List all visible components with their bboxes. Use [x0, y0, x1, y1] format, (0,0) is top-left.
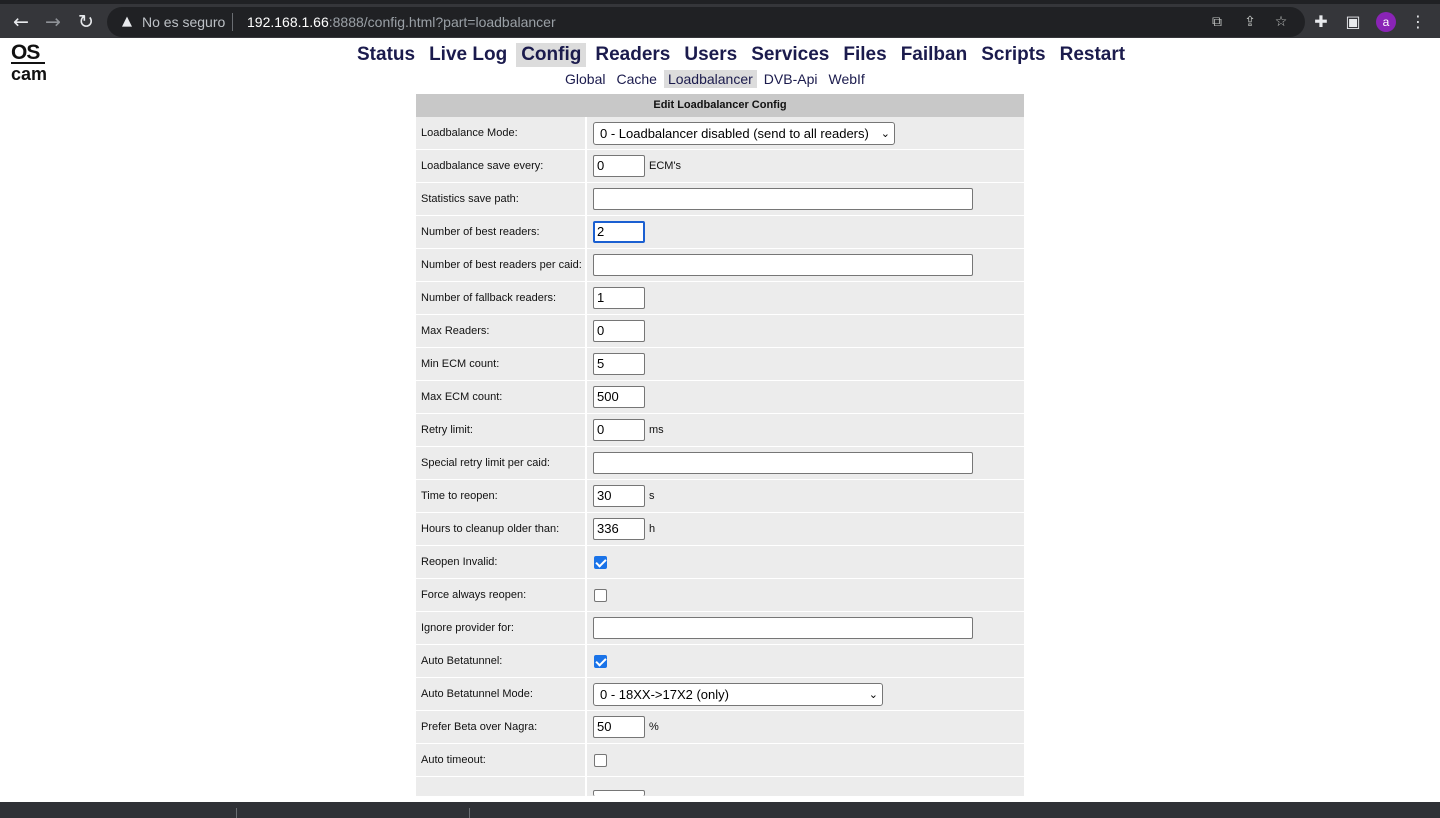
field-label: Loadbalance save every:	[416, 150, 587, 182]
field-value-cell	[589, 645, 1024, 677]
field-value-cell	[589, 612, 1024, 644]
field-label: Time to reopen:	[416, 480, 587, 512]
config-row-special-retry-limit-per-caid	[416, 447, 1024, 480]
main-menu-scripts[interactable]: Scripts	[981, 44, 1046, 65]
field-label: Ignore provider for:	[416, 612, 587, 644]
ignore-provider-for-input[interactable]	[593, 617, 973, 639]
number-of-best-readers-input[interactable]: 2	[593, 221, 645, 243]
field-value-cell	[589, 183, 1024, 215]
loadbalance-save-every-input[interactable]: 0	[593, 155, 645, 177]
unit-label: %	[649, 721, 659, 733]
sub-menu-loadbalancer[interactable]: Loadbalancer	[664, 70, 757, 88]
config-row-force-always-reopen	[416, 579, 1024, 612]
back-arrow-icon[interactable]: ←	[13, 11, 29, 33]
field-value-cell	[589, 711, 1024, 743]
field-label: Max ECM count:	[416, 381, 587, 413]
oscam-logo[interactable]	[11, 41, 49, 84]
security-status[interactable]: No es seguro	[142, 14, 226, 30]
field-label: Max Readers:	[416, 315, 587, 347]
number-of-best-readers-per-caid-input[interactable]	[593, 254, 973, 276]
loadbalancer-config-form	[416, 94, 1024, 797]
field-label: Number of fallback readers:	[416, 282, 587, 314]
main-menu-live-log[interactable]: Live Log	[429, 44, 508, 65]
main-menu-users[interactable]: Users	[684, 44, 738, 65]
config-row-prefer-beta-over-nagra	[416, 711, 1024, 744]
field-label: Number of best readers:	[416, 216, 587, 248]
field-label: Prefer Beta over Nagra:	[416, 711, 587, 743]
taskbar-divider	[469, 808, 470, 818]
force-always-reopen-checkbox[interactable]	[594, 589, 607, 602]
field-value-cell	[589, 414, 1024, 446]
field-value-cell	[589, 546, 1024, 578]
profile-avatar[interactable]: a	[1376, 12, 1396, 32]
auto-betatunnel-mode-select[interactable]	[593, 683, 883, 706]
chevron-down-icon: ⌄	[868, 687, 878, 701]
field-value-cell	[589, 381, 1024, 413]
special-retry-limit-per-caid-input[interactable]	[593, 452, 973, 474]
browser-toolbar	[0, 0, 1440, 38]
prefer-beta-over-nagra-input[interactable]: 50	[593, 716, 645, 738]
field-value-cell	[589, 150, 1024, 182]
url-text[interactable]	[247, 14, 556, 30]
field-value-cell	[589, 117, 1024, 149]
field-label: Reopen Invalid:	[416, 546, 587, 578]
field-value-cell	[589, 480, 1024, 512]
main-menu	[352, 43, 1134, 67]
menu-icon[interactable]: ⋮	[1410, 12, 1426, 31]
field-value-cell	[589, 249, 1024, 281]
field-label	[416, 777, 587, 796]
field-value-cell	[589, 513, 1024, 545]
reload-icon[interactable]: ↻	[78, 11, 94, 33]
config-row-loadbalance-save-every	[416, 150, 1024, 183]
retry-limit-input[interactable]: 0	[593, 419, 645, 441]
number-of-fallback-readers-input[interactable]: 1	[593, 287, 645, 309]
sub-menu-global[interactable]: Global	[565, 71, 606, 87]
sub-menu-cache[interactable]: Cache	[616, 71, 657, 87]
config-row-number-of-best-readers-per-caid	[416, 249, 1024, 282]
config-row-retry-limit	[416, 414, 1024, 447]
field-value-cell	[589, 447, 1024, 479]
min-ecm-count-input[interactable]: 5	[593, 353, 645, 375]
bookmark-star-icon[interactable]: ☆	[1274, 14, 1288, 30]
field-value-cell	[589, 579, 1024, 611]
field-label: Special retry limit per caid:	[416, 447, 587, 479]
select-value: 0 - Loadbalancer disabled (send to all readers)	[600, 125, 869, 141]
config-row-number-of-fallback-readers	[416, 282, 1024, 315]
field-label: Auto Betatunnel Mode:	[416, 678, 587, 710]
url-host: 192.168.1.66	[247, 14, 329, 30]
field-label: Loadbalance Mode:	[416, 117, 587, 149]
field-value-cell	[589, 348, 1024, 380]
field-label: Number of best readers per caid:	[416, 249, 587, 281]
unit-label: s	[649, 490, 655, 502]
main-menu-status[interactable]: Status	[357, 44, 416, 65]
field-label: Force always reopen:	[416, 579, 587, 611]
address-bar[interactable]	[107, 7, 1305, 37]
field-value-cell	[589, 315, 1024, 347]
time-to-reopen-input[interactable]: 30	[593, 485, 645, 507]
max-readers-input[interactable]: 0	[593, 320, 645, 342]
address-divider	[232, 13, 233, 31]
loadbalance-mode-select[interactable]	[593, 122, 895, 145]
extensions-icon[interactable]: ✚	[1314, 12, 1328, 31]
config-row-time-to-reopen	[416, 480, 1024, 513]
auto-timeout-checkbox[interactable]	[594, 754, 607, 767]
field-label: Statistics save path:	[416, 183, 587, 215]
field-label: Hours to cleanup older than:	[416, 513, 587, 545]
main-menu-failban[interactable]: Failban	[900, 44, 968, 65]
main-menu-files[interactable]: Files	[843, 44, 887, 65]
field-value-cell	[589, 678, 1024, 710]
select-value: 0 - 18XX->17X2 (only)	[600, 686, 729, 702]
field-value-cell	[589, 282, 1024, 314]
chevron-down-icon: ⌄	[880, 126, 890, 140]
config-row-statistics-save-path	[416, 183, 1024, 216]
config-sub-menu	[561, 70, 872, 88]
translate-icon[interactable]: ⧉	[1212, 14, 1222, 30]
forward-arrow-icon[interactable]: →	[45, 11, 61, 33]
os-taskbar	[0, 802, 1440, 818]
logo-line-2: cam	[11, 64, 48, 84]
sub-menu-webif[interactable]: WebIf	[828, 71, 865, 87]
unit-label: ECM's	[649, 160, 682, 172]
share-icon[interactable]: ⇪	[1244, 14, 1256, 30]
config-row-auto-betatunnel	[416, 645, 1024, 678]
field-label: Auto Betatunnel:	[416, 645, 587, 677]
config-form-title: Edit Loadbalancer Config	[416, 94, 1024, 117]
config-row-reopen-invalid	[416, 546, 1024, 579]
taskbar-divider	[236, 808, 237, 818]
max-ecm-count-input[interactable]: 500	[593, 386, 645, 408]
config-row-cut-off	[416, 777, 1024, 797]
statistics-save-path-input[interactable]	[593, 188, 973, 210]
config-row-ignore-provider-for	[416, 612, 1024, 645]
config-row-auto-betatunnel-mode	[416, 678, 1024, 711]
unit-label: h	[649, 523, 656, 535]
warning-triangle-icon[interactable]: ▲	[122, 14, 132, 29]
config-row-loadbalance-mode	[416, 117, 1024, 150]
field-value-cell	[589, 744, 1024, 776]
field-label: Retry limit:	[416, 414, 587, 446]
main-menu-restart[interactable]: Restart	[1059, 44, 1126, 65]
url-path: :8888/config.html?part=loadbalancer	[328, 14, 556, 30]
field-value-cell	[589, 216, 1024, 248]
field-label: Min ECM count:	[416, 348, 587, 380]
main-menu-services[interactable]: Services	[751, 44, 830, 65]
config-row-min-ecm-count	[416, 348, 1024, 381]
config-row-number-of-best-readers	[416, 216, 1024, 249]
config-row-auto-timeout	[416, 744, 1024, 777]
sub-menu-dvb-api[interactable]: DVB-Api	[763, 71, 818, 87]
unit-label: ms	[649, 424, 664, 436]
config-row-hours-to-cleanup-older-than	[416, 513, 1024, 546]
logo-line-1: OS	[11, 44, 45, 64]
sidepanel-icon[interactable]: ▣	[1345, 12, 1361, 31]
config-row-max-ecm-count	[416, 381, 1024, 414]
hours-to-cleanup-older-than-input[interactable]: 336	[593, 518, 645, 540]
reopen-invalid-checkbox[interactable]	[594, 556, 607, 569]
auto-betatunnel-checkbox[interactable]	[594, 655, 607, 668]
config-row-max-readers	[416, 315, 1024, 348]
cut-off-input[interactable]	[593, 790, 645, 796]
field-label: Auto timeout:	[416, 744, 587, 776]
main-menu-config[interactable]: Config	[516, 43, 586, 67]
main-menu-readers[interactable]: Readers	[595, 44, 671, 65]
